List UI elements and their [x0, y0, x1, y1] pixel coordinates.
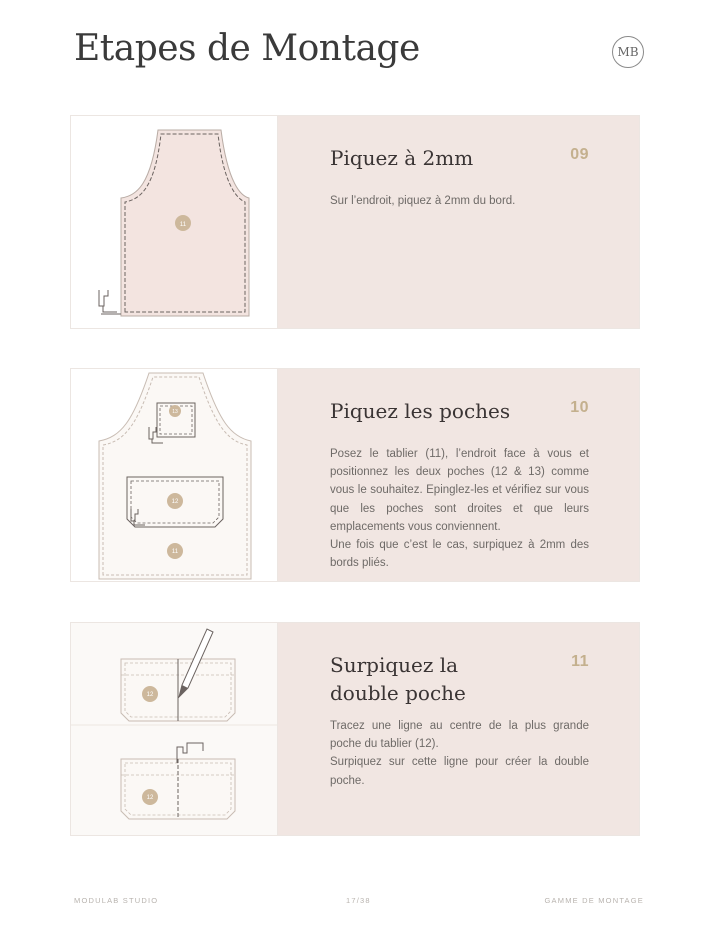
- step-illustration: [71, 623, 278, 835]
- badge-label: 11: [179, 222, 187, 228]
- page-title: Etapes de Montage: [74, 28, 420, 69]
- step-text: [278, 116, 639, 328]
- step-description: Sur l’endroit, piquez à 2mm du bord.: [330, 195, 516, 207]
- footer-brand: MODULAB STUDIO: [74, 896, 159, 905]
- step-illustration: [71, 116, 278, 328]
- svg-text:12: 12: [171, 499, 179, 505]
- svg-text:12: 12: [146, 795, 154, 801]
- step-title: Piquez à 2mm: [330, 146, 474, 170]
- step-title: Surpiquez la double poche: [330, 653, 466, 705]
- step-card-10: [70, 368, 640, 582]
- step-card-11: [70, 622, 640, 836]
- step-number: 11: [571, 653, 589, 670]
- svg-text:13: 13: [172, 409, 178, 415]
- apron-pockets-illustration: [71, 369, 278, 583]
- step-card-09: [70, 115, 640, 329]
- double-pocket-illustration: [71, 623, 278, 837]
- step-number: 10: [570, 399, 589, 416]
- step-text: [278, 623, 639, 835]
- svg-text:12: 12: [146, 692, 154, 698]
- step-number: 09: [570, 146, 589, 163]
- footer-page-number: 17/38: [346, 896, 371, 905]
- footer-section: GAMME DE MONTAGE: [544, 896, 644, 905]
- apron-illustration: [71, 116, 278, 330]
- step-illustration: [71, 369, 278, 581]
- step-description: Tracez une ligne au centre de la plus grande poche du tablier (12). Surpiquez sur cette ligne pour créer la double poche.: [330, 720, 589, 787]
- step-text: [278, 369, 639, 581]
- brand-logo: MB: [612, 36, 644, 68]
- presser-foot-icon: [99, 290, 121, 314]
- step-description: Posez le tablier (11), l’endroit face à vous et positionnez les deux poches (12 & 13) comme vous le souhaitez. Epinglez-les et vérifiez sur vous que les poches sont droites et que leurs emplacements vous conviennent. Une fois que c’est le cas, surpiquez à 2mm des bords pliés.: [330, 448, 589, 570]
- svg-text:11: 11: [171, 549, 179, 555]
- step-title: Piquez les poches: [330, 399, 511, 423]
